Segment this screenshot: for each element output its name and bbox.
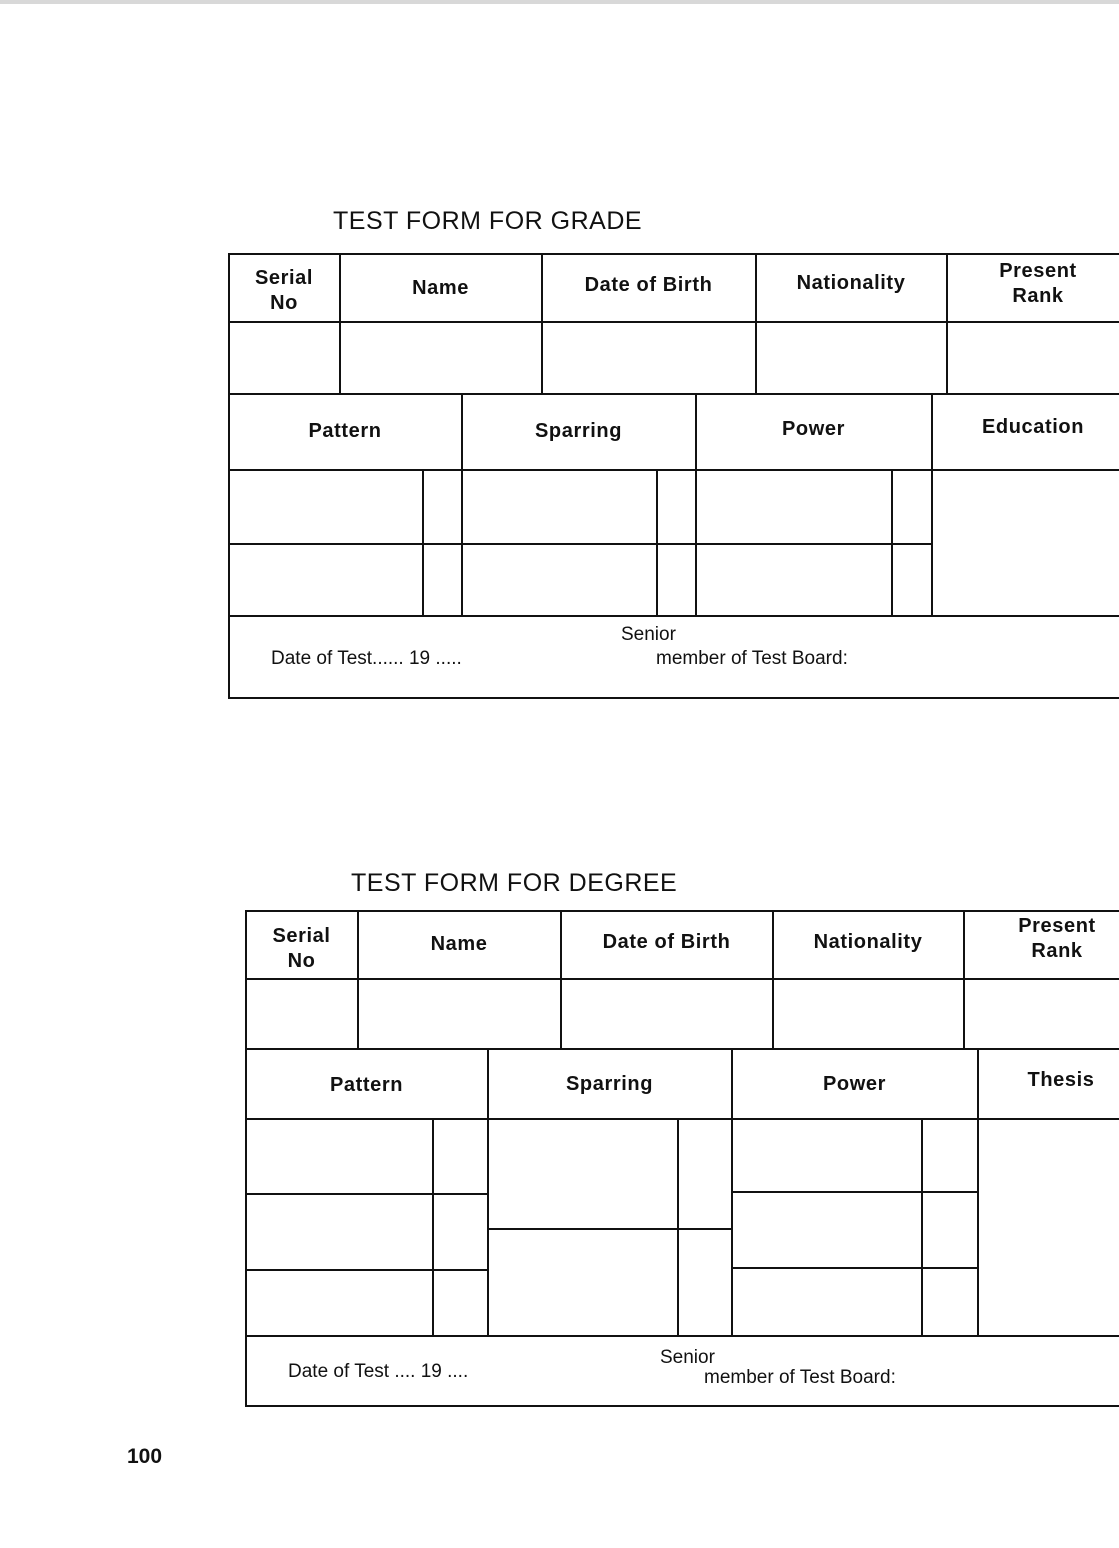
degree-form-header-divider [245, 978, 1119, 980]
senior-label: Senior [621, 624, 676, 645]
nationality-header: Nationality [796, 272, 906, 294]
degree-form-footer-divider [245, 1335, 1119, 1337]
senior-label: Senior [660, 1347, 715, 1368]
grade-form-bottom-border [228, 697, 1119, 699]
grade-form-left-border [228, 253, 230, 699]
degree-form-power-row-divider [732, 1267, 978, 1269]
grade-form-score-header-divider [228, 469, 1119, 471]
thesis-header: Thesis [1027, 1069, 1095, 1091]
name-header: Name [412, 277, 469, 299]
degree-form-section-divider [245, 1048, 1119, 1050]
degree-form-top-border [245, 910, 1119, 912]
member-of-test-board-label: member of Test Board: [704, 1367, 896, 1388]
present-rank-header: Present Rank [999, 260, 1077, 307]
date-of-test-label: Date of Test .... 19 .... [288, 1361, 469, 1382]
grade-form-top-border [228, 253, 1119, 255]
degree-form-power-row-divider [732, 1191, 978, 1193]
degree-form-bottom-border [245, 1405, 1119, 1407]
grade-form-title: TEST FORM FOR GRADE [333, 207, 643, 235]
date-of-test-label: Date of Test...... 19 ..... [271, 648, 462, 669]
page-top-edge [0, 0, 1119, 4]
power-header: Power [781, 418, 846, 440]
degree-form-subcol-divider [921, 1118, 923, 1336]
name-header: Name [430, 933, 488, 955]
degree-form-title: TEST FORM FOR DEGREE [351, 869, 678, 897]
degree-form-sparring-row-divider [488, 1228, 733, 1230]
grade-form-subcol-divider [656, 469, 658, 616]
serial-no-header: Serial No [272, 925, 331, 972]
date-of-birth-header: Date of Birth [584, 274, 713, 296]
serial-no-header: Serial No [254, 267, 314, 314]
power-header: Power [822, 1073, 887, 1095]
pattern-header: Pattern [329, 1074, 404, 1096]
present-rank-header: Present Rank [1018, 915, 1096, 962]
member-of-test-board-label: member of Test Board: [656, 648, 848, 669]
degree-form-col-divider [357, 910, 359, 1049]
sparring-header: Sparring [565, 1073, 654, 1095]
grade-form-header-divider [228, 321, 1119, 323]
grade-form-score-row-divider [228, 543, 932, 545]
grade-form-section-divider [228, 393, 1119, 395]
pattern-header: Pattern [308, 420, 382, 442]
sparring-header: Sparring [534, 420, 623, 442]
degree-form-subcol-divider [677, 1118, 679, 1336]
date-of-birth-header: Date of Birth [602, 931, 731, 953]
education-header: Education [981, 416, 1085, 438]
grade-form-subcol-divider [891, 469, 893, 616]
degree-form-score-header-divider [245, 1118, 1119, 1120]
page-number: 100 [127, 1445, 163, 1468]
degree-form-subcol-divider [432, 1118, 434, 1336]
degree-form-pattern-row-divider [245, 1269, 489, 1271]
degree-form-pattern-row-divider [245, 1193, 489, 1195]
nationality-header: Nationality [813, 931, 923, 953]
grade-form-subcol-divider [422, 469, 424, 616]
grade-form-footer-divider [228, 615, 1119, 617]
grade-form-col-divider [339, 253, 341, 394]
degree-form-left-border [245, 910, 247, 1407]
